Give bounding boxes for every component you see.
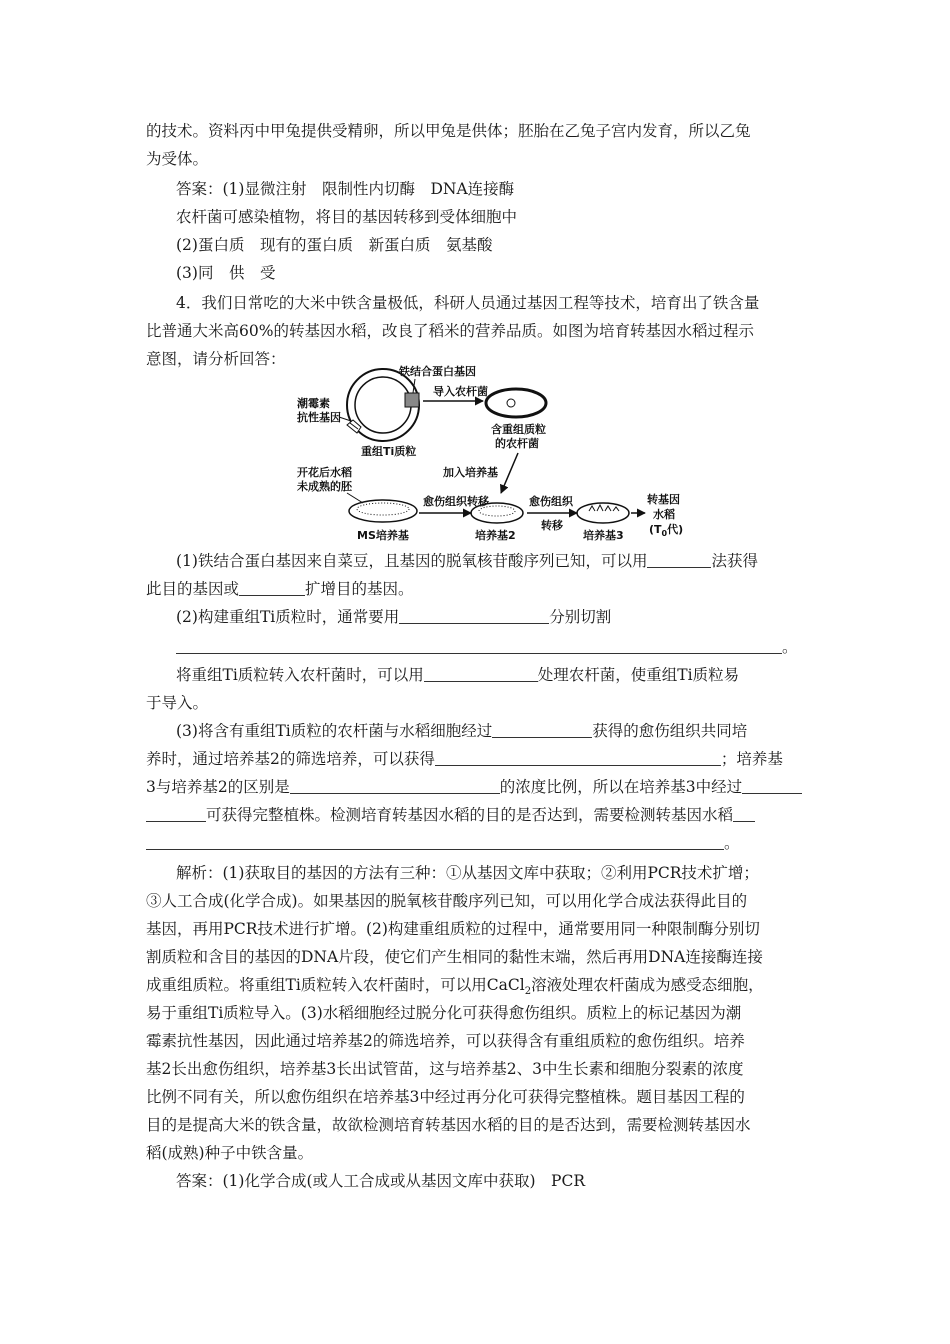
transgenic-rice-diagram <box>283 363 683 553</box>
result-label: ($T_0$代) <box>649 523 683 538</box>
answer-blank[interactable] <box>239 577 305 596</box>
answer-line: 农杆菌可感染植物，将目的基因转移到受体细胞中 <box>176 208 518 226</box>
gene-label: 铁结合蛋白基因 <box>399 365 476 378</box>
text-line: 为受体。 <box>146 150 209 168</box>
result-label: 水稻 <box>653 508 675 521</box>
arrow-label-callus-2: 愈伤组织 <box>529 495 573 508</box>
dish-label: 培养基3 <box>583 529 624 542</box>
question-line: 4．我们日常吃的大米中铁含量极低，科研人员通过基因工程等技术，培育出了铁含量 <box>176 294 760 312</box>
answer-line: (3)同 供 受 <box>176 264 276 282</box>
analysis-line: 解析：(1)获取目的基因的方法有三种：①从基因文库中获取；②利用PCR技术扩增； <box>176 864 759 882</box>
answer-blank[interactable] <box>435 747 721 766</box>
analysis-line: 割质粒和含目的基因的DNA片段，使它们产生相同的黏性末端，然后再用DNA连接酶连接 <box>146 948 763 966</box>
dish-label: 培养基2 <box>475 529 516 542</box>
subquestion-line: 。 <box>176 633 810 661</box>
subquestion-line: 养时，通过培养基2的筛选培养，可以获得 ；培养基 <box>146 745 810 773</box>
answer-blank[interactable] <box>424 663 538 682</box>
petri-dish-2 <box>471 503 523 523</box>
arrow-label-callus-2: 转移 <box>541 519 563 532</box>
question-line: 比普通大米高60%的转基因水稻，改良了稻米的营养品质。如图为培育转基因水稻过程示 <box>146 322 754 340</box>
embryo-label: 开花后水稻 <box>297 466 352 479</box>
analysis-line: 成重组质粒。将重组Ti质粒转入农杆菌时，可以用CaCl$_2$溶液处理农杆菌成为感受态细胞， <box>146 976 764 998</box>
subquestion-line: (2)构建重组Ti质粒时，通常要用 分别切割 <box>176 603 810 631</box>
subquestion-line: (3)将含有重组Ti质粒的农杆菌与水稻细胞经过 获得的愈伤组织共同培 <box>176 717 810 745</box>
petri-dish-3 <box>577 503 629 523</box>
subquestion-line: 将重组Ti质粒转入农杆菌时，可以用 处理农杆菌，使重组Ti质粒易 <box>176 661 810 689</box>
agro-label: 的农杆菌 <box>495 437 539 450</box>
subquestion-line: 此目的基因或 扩增目的基因。 <box>146 575 810 603</box>
answer-blank[interactable] <box>733 803 755 822</box>
answer-blank[interactable] <box>146 831 724 850</box>
recombinant-plasmid-icon <box>347 369 419 441</box>
petri-dish-ms <box>349 500 417 522</box>
answer-line: 答案：(1)化学合成(或人工合成或从基因文库中获取) PCR <box>176 1172 586 1190</box>
analysis-line: 基因，再用PCR技术进行扩增。(2)构建重组质粒的过程中，通常要用同一种限制酶分别切 <box>146 920 760 938</box>
answer-blank[interactable] <box>176 635 782 654</box>
answer-line: 答案：(1)显微注射 限制性内切酶 DNA连接酶 <box>176 180 515 198</box>
subquestion-line: 3与培养基2的区别是 的浓度比例，所以在培养基3中经过 <box>146 773 810 801</box>
embryo-label: 未成熟的胚 <box>297 480 352 493</box>
agrobacterium-icon <box>486 389 546 417</box>
question-line: 意图，请分析回答： <box>146 350 286 368</box>
arrow-label-callus: 愈伤组织转移 <box>423 495 489 508</box>
analysis-line: 稻(成熟)种子中铁含量。 <box>146 1144 314 1162</box>
analysis-line: 易于重组Ti质粒导入。(3)水稻细胞经过脱分化可获得愈伤组织。质粒上的标记基因为潮 <box>146 1004 742 1022</box>
answer-blank[interactable] <box>742 775 802 794</box>
dish-label: MS培养基 <box>357 529 409 542</box>
agro-label: 含重组质粒 <box>491 423 546 436</box>
plasmid-label: 重组Ti质粒 <box>361 445 417 458</box>
resistance-label: 抗性基因 <box>297 411 341 424</box>
result-label: 转基因 <box>647 493 680 506</box>
arrow-label-transfer: 导入农杆菌 <box>433 385 488 398</box>
analysis-line: 目的是提高大米的铁含量，故欲检测培育转基因水稻的目的是否达到，需要检测转基因水 <box>146 1116 751 1134</box>
analysis-line: ③人工合成(化学合成)。如果基因的脱氧核苷酸序列已知，可以用化学合成法获得此目的 <box>146 892 748 910</box>
subquestion-line: 可获得完整植株。检测培育转基因水稻的目的是否达到，需要检测转基因水稻 <box>146 801 810 829</box>
answer-blank[interactable] <box>492 719 592 738</box>
answer-blank[interactable] <box>146 803 206 822</box>
subquestion-line: 。 <box>146 829 810 857</box>
subquestion-line: 于导入。 <box>146 694 209 712</box>
answer-blank[interactable] <box>290 775 500 794</box>
add-medium-label: 加入培养基 <box>443 466 498 479</box>
analysis-line: 基2长出愈伤组织，培养基3长出试管苗，这与培养基2、3中生长素和细胞分裂素的浓度 <box>146 1060 744 1078</box>
answer-line: (2)蛋白质 现有的蛋白质 新蛋白质 氨基酸 <box>176 236 493 254</box>
analysis-line: 霉素抗性基因，因此通过培养基2的筛选培养，可以获得含有重组质粒的愈伤组织。培养 <box>146 1032 745 1050</box>
text-line: 的技术。资料丙中甲兔提供受精卵，所以甲兔是供体；胚胎在乙兔子宫内发育，所以乙兔 <box>146 122 751 140</box>
analysis-line: 比例不同有关，所以愈伤组织在培养基3中经过再分化可获得完整植株。题目基因工程的 <box>146 1088 745 1106</box>
resistance-label: 潮霉素 <box>297 397 330 410</box>
subquestion-line: (1)铁结合蛋白基因来自菜豆，且基因的脱氧核苷酸序列已知，可以用 法获得 <box>176 547 810 575</box>
answer-blank[interactable] <box>647 549 711 568</box>
answer-blank[interactable] <box>399 605 549 624</box>
